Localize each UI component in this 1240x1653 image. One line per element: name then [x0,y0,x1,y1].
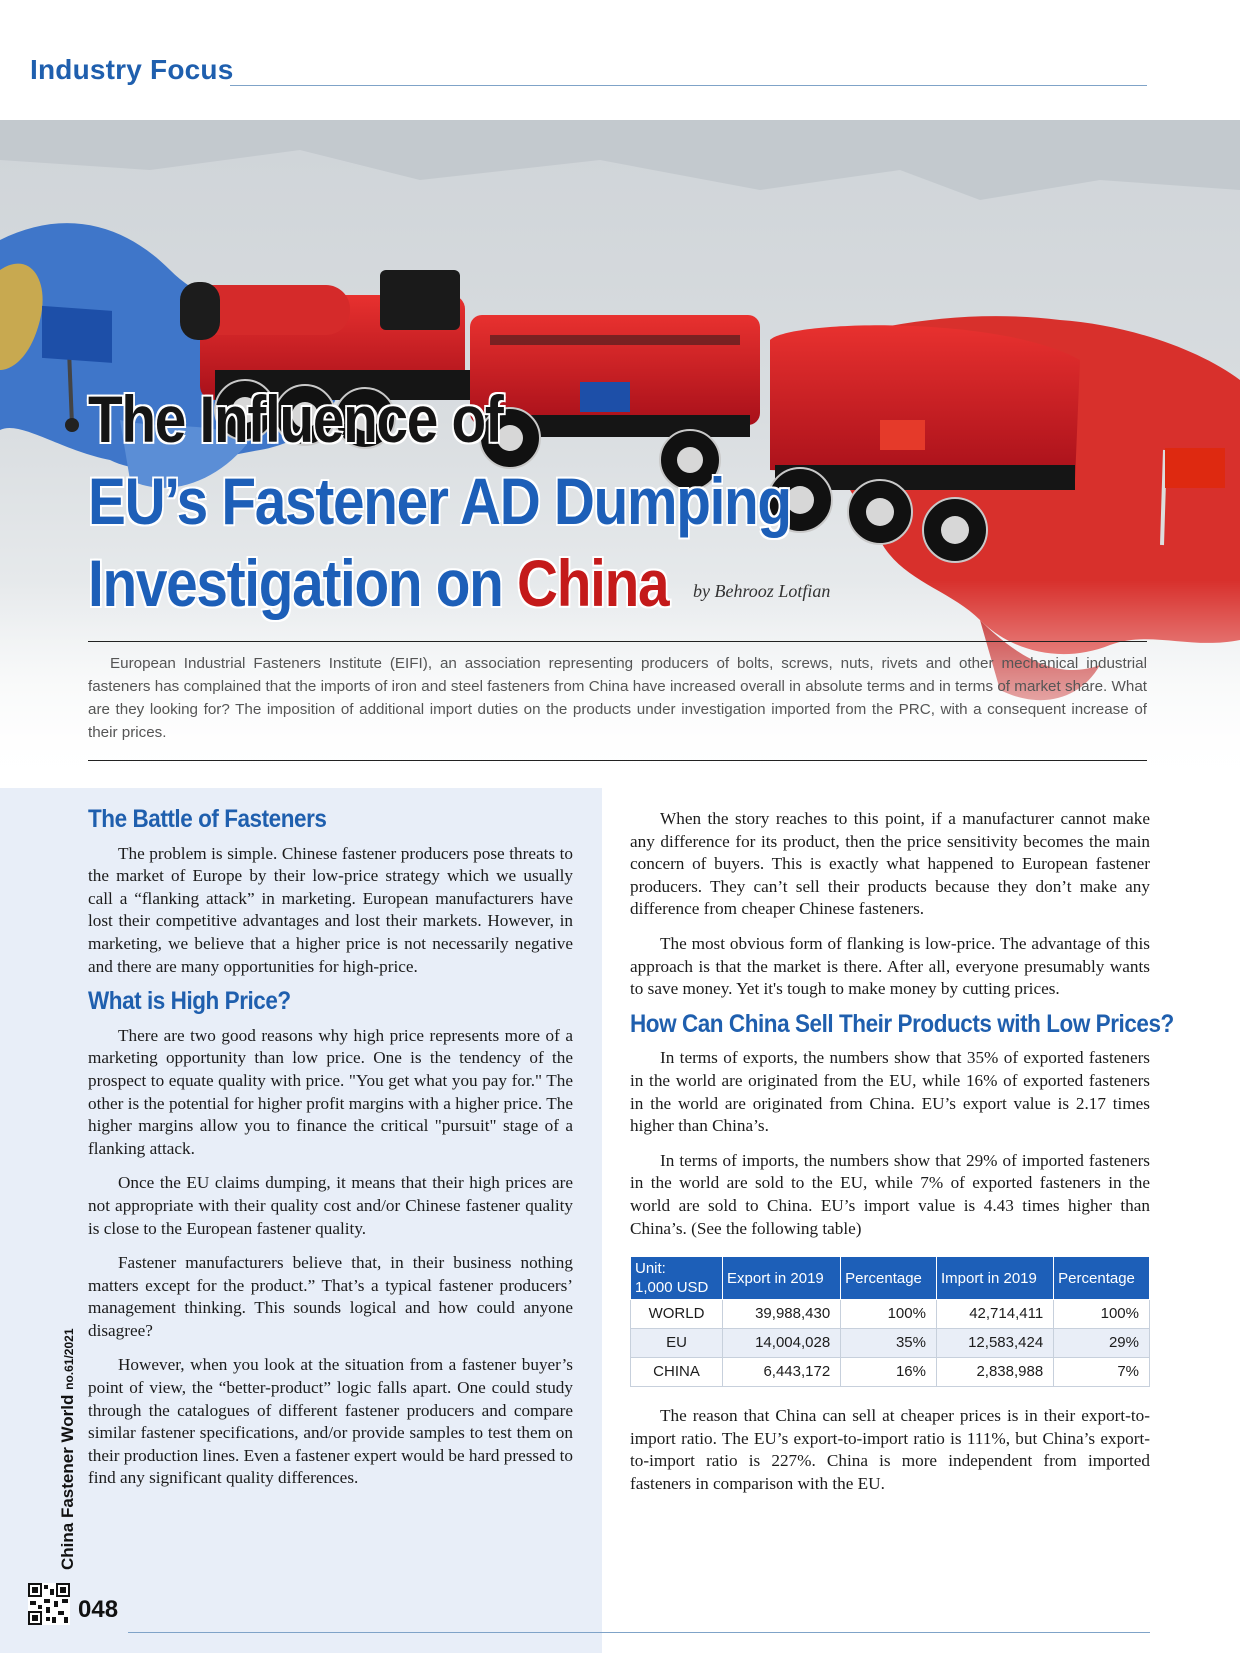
paragraph: The most obvious form of flanking is low-price. The advantage of this approach is that the market is there. After all, everyone presumably wants to save money. Yet it's tough to make money by cutting prices. [630,933,1150,999]
table-cell: 14,004,028 [723,1329,841,1358]
headline-line-2: EU’s Fastener AD Dumping [88,464,791,538]
left-column [88,805,573,1502]
column-header: Export in 2019 [723,1257,841,1300]
table-row [631,1358,1150,1387]
paragraph: In terms of imports, the numbers show that 29% of imported fasteners in the world are sold to the EU, while 7% of exported fasteners in the world are sold to China. EU’s import value is 4.43 times higher than China’s. (See the following table) [630,1150,1150,1238]
unit-header: Unit: 1,000 USD [631,1257,723,1300]
table-cell: 100% [841,1300,937,1329]
footer-rule [128,1632,1150,1633]
article-headline [88,378,791,624]
paragraph: The problem is simple. Chinese fastener producers pose threats to the market of Europe by their low-price strategy which we usually call a “flanking attack” in marketing. European manufacturers have lost their competitive advantages and lost their markets. However, in marketing, we believe that a higher price is not necessarily negative and there are many opportunities for high-price. [88,843,573,976]
right-column [630,808,1174,1507]
paragraph: In terms of exports, the numbers show that 35% of exported fasteners in the world are originated from the EU, while 16% of exported fasteners in the world are originated from China. EU’s export value is 2.17 times higher than China’s. [630,1048,1150,1136]
paragraph: Once the EU claims dumping, it means that their high prices are not appropriate with their quality cost and/or Chinese fastener quality is close to the European fastener quality. [88,1173,573,1238]
table-cell: 39,988,430 [723,1300,841,1329]
page-number: 048 [78,1596,119,1623]
column-header: Import in 2019 [936,1257,1053,1300]
heading-what-is-high-price: What is High Price? [88,987,291,1016]
table-cell: 42,714,411 [936,1300,1053,1329]
section-title: Industry Focus [30,54,234,85]
paragraph: However, when you look at the situation from a fastener buyer’s point of view, the “better-product” logic falls apart. One could study through the catalogues of different fastener producers and compare similar fastener specifications, and/or provide samples to test them on their production lines. Even a fastener expert would be hard pressed to find any significant quality differences. [88,1355,573,1488]
heading-battle-of-fasteners: The Battle of Fasteners [88,805,327,833]
row-label: EU [631,1329,723,1358]
paragraph: When the story reaches to this point, if a manufacturer cannot make any difference for its product, then the price sensitivity becomes the main concern of buyers. This is exactly what happened to European fastener producers. They can’t sell their products because they don’t make any difference from cheaper Chinese fasteners. [630,809,1150,919]
row-label: WORLD [631,1300,723,1329]
fastener-trade-table [630,1256,1150,1387]
header-rule [230,85,1147,86]
table-row [631,1300,1150,1329]
qr-code-icon [28,1583,70,1625]
table-header-row [631,1257,1150,1300]
issue-number: no.61/2021 [62,1328,76,1390]
lead-rule-top [88,641,1147,642]
headline-line-1: The Influence of [88,382,503,456]
table-cell: 6,443,172 [723,1358,841,1387]
table-cell: 16% [841,1358,937,1387]
paragraph: Fastener manufacturers believe that, in their business nothing matters except for the product.” That’s a typical fastener producers’ management thinking. This sounds logical and how could anyone disagree? [88,1253,573,1340]
lead-paragraph: European Industrial Fasteners Institute (EIFI), an association representing producers of bolts, screws, nuts, rivets and other mechanical industrial fasteners has complained that the imports of iron and steel fasteners from China have increased overall in absolute terms and in terms of market share. What are they looking for? The imposition of additional import duties on the products under investigation imported from the PRC, with a consequent increase of their prices. [88,655,1147,741]
paragraph: There are two good reasons why high price represents more of a marketing opportunity than low price. One is the tendency of the prospect to equate quality with price. "You get what you pay for." The other is the potential for higher profit margins with a higher price. The higher margins allow you to finance the critical "pursuit" stage of a flanking attack. [88,1025,573,1158]
byline: by Behrooz Lotfian [693,581,831,601]
table-row [631,1329,1150,1358]
column-header: Percentage [841,1257,937,1300]
table-cell: 2,838,988 [936,1358,1053,1387]
table-cell: 29% [1054,1329,1150,1358]
heading-how-can-china-sell: How Can China Sell Their Products with Low Prices? [630,1009,1174,1038]
magazine-name-vertical: China Fastener World no.61/2021 [58,1328,77,1570]
column-header: Percentage [1054,1257,1150,1300]
headline-line-3-red: China [517,546,669,620]
lead-rule-bottom [88,760,1147,761]
paragraph: The reason that China can sell at cheaper prices is in their export-to-import ratio. The EU’s export-to-import ratio is 111%, but China’s export-to-import ratio is 227%. China is more independent from imported fasteners in comparison with the EU. [630,1406,1150,1493]
table-cell: 12,583,424 [936,1329,1053,1358]
table-cell: 7% [1054,1358,1150,1387]
headline-line-3-blue: Investigation on [88,546,518,620]
table-cell: 35% [841,1329,937,1358]
table-cell: 100% [1054,1300,1150,1329]
row-label: CHINA [631,1358,723,1387]
